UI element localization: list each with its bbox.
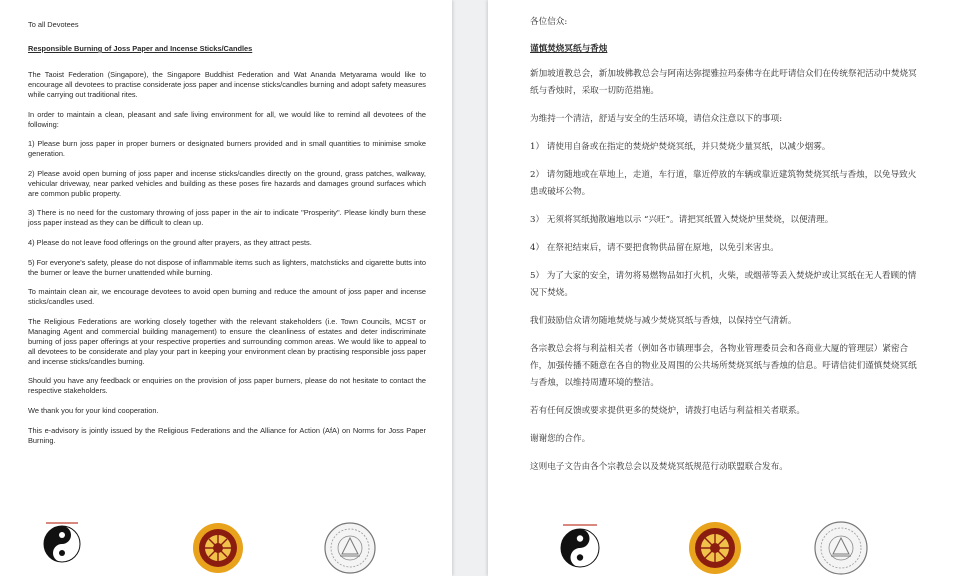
list-item: 5） 为了大家的安全，请勿将易燃物品如打火机，火柴，或烟蒂等丢入焚烧炉或让冥纸在无人看顾的情况下焚烧。	[530, 271, 917, 298]
temple-seal-icon	[812, 516, 870, 576]
logo-row	[0, 516, 452, 576]
chinese-page	[488, 0, 960, 576]
paragraph: We thank you for your kind cooperation.	[28, 405, 159, 415]
logo-row	[488, 516, 960, 576]
paragraph: To maintain clean air, we encourage devotees to avoid open burning and reduce the amount of joss paper and incense sticks/candles used.	[28, 287, 426, 307]
paragraph: 我们鼓励信众请勿随地焚烧与减少焚烧冥纸与香烛，以保持空气清新。	[530, 316, 797, 326]
yin-yang-icon	[558, 516, 602, 576]
list-item: 2） 请勿随地或在草地上，走道，车行道，靠近停放的车辆或靠近建筑物焚烧冥纸与香烛，以免导致火患或破坏公物。	[530, 170, 917, 197]
list-item: 1） 请使用自备或在指定的焚烧炉焚烧冥纸，并只焚烧少量冥纸，以减少烟雾。	[530, 142, 831, 152]
salutation: 各位信众:	[530, 17, 568, 27]
paragraph: This e-advisory is jointly issued by the Religious Federations and the Alliance for Action (AfA) on Norms for Joss Paper Burning.	[28, 425, 426, 445]
paragraph: Should you have any feedback or enquiries on the provision of joss paper burners, please do not hesitate to contact the respective stakeholders.	[28, 376, 426, 396]
salutation: To all Devotees	[28, 20, 79, 29]
temple-seal-icon	[322, 516, 378, 576]
dharma-wheel-seal-icon	[686, 516, 744, 576]
paragraph: 为维持一个清洁，舒适与安全的生活环境，请信众注意以下的事项:	[530, 114, 783, 124]
list-item: 3) There is no need for the customary throwing of joss paper in the air to indicate "Prosperity". Please kindly burn these joss paper instead as they can be difficult to clean up.	[28, 208, 426, 228]
english-page	[0, 0, 452, 576]
list-item: 5) For everyone's safety, please do not dispose of inflammable items such as lighters, matchsticks and cigarette butts into the burner or leave the burner unattended while burning.	[28, 257, 426, 277]
list-item: 4) Please do not leave food offerings on the ground after prayers, as they attract pests.	[28, 237, 312, 247]
paragraph: 各宗教总会将与利益相关者（例如各市镇理事会，各物业管理委员会和各商业大厦的管理层）紧密合作，加强传播不随意在各自的物业及周围的公共场所焚烧冥纸与香烛的信息。吁请信徒们谨慎焚烧冥纸与香烛，以维持周遭环境的整洁。	[530, 344, 917, 388]
yin-yang-icon	[42, 516, 82, 576]
document-title: Responsible Burning of Joss Paper and Incense Sticks/Candles	[28, 44, 253, 53]
paragraph: The Religious Federations are working closely together with the relevant stakeholders (i.e. Town Councils, MCST or Managing Agent and commercial building management) to ensure the cleanliness of estates and deter indiscriminate burning of joss paper offerings at your respective properties and surrounding common areas. We would like to appeal to all devotees to be considerate and play your part in keeping your environment clean by practising responsible joss paper and incense sticks/candles burning.	[28, 316, 426, 366]
list-item: 1) Please burn joss paper in proper burners or designated burners provided and in small quantities to minimise smoke generation.	[28, 139, 426, 159]
paragraph: 若有任何反馈或要求提供更多的焚烧炉，请拨打电话与利益相关者联系。	[530, 406, 806, 416]
paragraph: The Taoist Federation (Singapore), the Singapore Buddhist Federation and Wat Ananda Metyarama would like to encourage all devotees to practise considerate joss paper and incense sticks/candles burning and adopt safety measures while carrying out traditional rites.	[28, 70, 426, 99]
dharma-wheel-seal-icon	[190, 516, 246, 576]
list-item: 2) Please avoid open burning of joss paper and incense sticks/candles directly on the ground, grass patches, walkway, vehicular driveway, near parked vehicles and building as these poses fire hazards and damages ground surfaces which are common public property.	[28, 168, 426, 198]
list-item: 3） 无须将冥纸抛散遍地以示 “兴旺”。请把冥纸置入焚烧炉里焚烧，以便清理。	[530, 215, 834, 225]
paragraph: 新加坡道教总会，新加坡佛教总会与阿南达弥提雅拉玛泰佛寺在此吁请信众们在传统祭祀活动中焚烧冥纸与香烛时，采取一切防范措施。	[530, 69, 917, 96]
paragraph: In order to maintain a clean, pleasant and safe living environment for all, we would like to remind all devotees of the following:	[28, 109, 426, 129]
paragraph: 这则电子文告由各个宗教总会以及焚烧冥纸规范行动联盟联合发布。	[530, 462, 788, 472]
list-item: 4） 在祭祀结束后，请不要把食物供品留在原地，以免引来害虫。	[530, 243, 779, 253]
paragraph: 谢谢您的合作。	[530, 434, 591, 444]
document-title: 谨慎焚烧冥纸与香烛	[530, 44, 608, 54]
